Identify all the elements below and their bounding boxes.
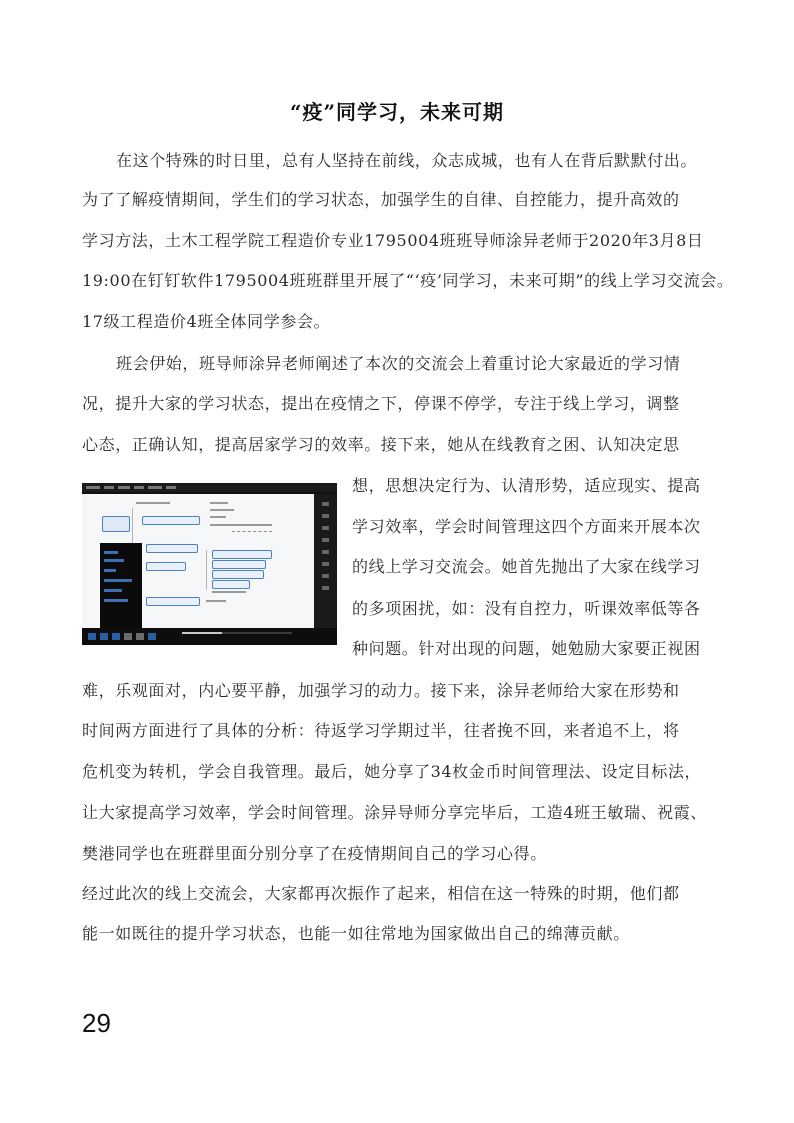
paragraph-line: 让大家提高学习效率，学会时间管理。涂异导师分享完毕后，工造4班王敏瑞、祝霞、 [82, 803, 707, 822]
window-menubar [82, 483, 337, 492]
paragraph-line: 种问题。针对出现的问题，她勉励大家要正视困 [352, 639, 701, 658]
paragraph-line: 19:00在钉钉软件1795004班班群里开展了“‘疫’同学习，未来可期”的线上学习交流会。 [82, 271, 734, 290]
page-number: 29 [82, 1008, 111, 1038]
paragraph-line: 心态，正确认知，提高居家学习的效率。接下来，她从在线教育之困、认知决定思 [82, 435, 680, 454]
paragraph-line: 学习效率，学会时间管理这四个方面来开展本次 [352, 517, 701, 536]
paragraph-line: 班会伊始，班导师涂异老师阐述了本次的交流会上着重讨论大家最近的学习情 [116, 354, 681, 373]
paragraph-line: 樊港同学也在班群里面分别分享了在疫情期间自己的学习心得。 [82, 844, 547, 863]
meeting-screenshot-image [82, 483, 337, 645]
paragraph-line: 为了了解疫情期间，学生们的学习状态，加强学生的自律、自控能力，提升高效的 [82, 190, 680, 209]
video-progress-bar [182, 632, 292, 634]
paragraph-line: 想，思想决定行为、认清形势，适应现实、提高 [352, 476, 701, 495]
chat-panel [100, 543, 142, 629]
paragraph-line: 的多项困扰，如：没有自控力，听课效率低等各 [352, 599, 701, 618]
windows-taskbar [82, 628, 337, 645]
article-title: “疫”同学习，未来可期 [289, 100, 504, 124]
side-toolbar [314, 494, 337, 628]
paragraph-line: 危机变为转机，学会自我管理。最后，她分享了34枚金币时间管理法、设定目标法， [82, 762, 702, 781]
paragraph-line: 在这个特殊的时日里，总有人坚持在前线，众志成城，也有人在背后默默付出。 [116, 151, 698, 170]
paragraph-line: 难，乐观面对，内心要平静，加强学习的动力。接下来，涂异老师给大家在形势和 [82, 681, 680, 700]
paragraph-line: 能一如既往的提升学习状态，也能一如往常地为国家做出自己的绵薄贡献。 [82, 924, 630, 943]
paragraph-line: 17级工程造价4班全体同学参会。 [82, 312, 331, 331]
paragraph-line: 的线上学习交流会。她首先抛出了大家在线学习 [352, 557, 701, 576]
paragraph-line: 时间两方面进行了具体的分析：待返学习学期过半，往者挽不回，来者追不上，将 [82, 721, 680, 740]
paragraph-line: 学习方法，土木工程学院工程造价专业1795004班班导师涂异老师于2020年3月8日 [82, 231, 704, 250]
paragraph-line: 况，提升大家的学习状态，提出在疫情之下，停课不停学，专注于线上学习，调整 [82, 394, 680, 413]
paragraph-line: 经过此次的线上交流会，大家都再次振作了起来，相信在这一特殊的时期，他们都 [82, 884, 680, 903]
